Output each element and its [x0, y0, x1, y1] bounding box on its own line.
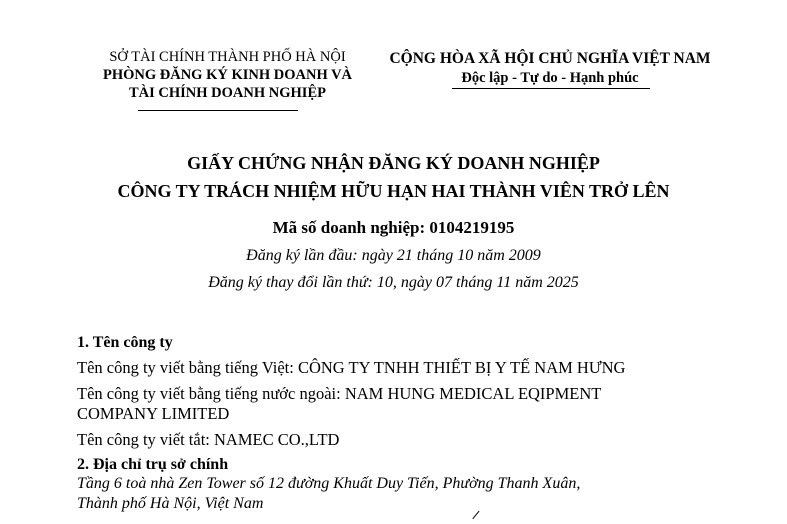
head-office-address — [77, 474, 717, 514]
company-name-foreign-line2: COMPANY LIMITED — [77, 404, 230, 423]
address-line1: Tầng 6 toà nhà Zen Tower số 12 đường Khuất Duy Tiến, Phường Thanh Xuân, — [77, 475, 581, 492]
national-header — [380, 49, 720, 87]
national-motto: Độc lập - Tự do - Hạnh phúc — [461, 70, 639, 86]
section-company-name-heading: 1. Tên công ty — [77, 334, 173, 351]
company-type: CÔNG TY TRÁCH NHIỆM HỮU HẠN HAI THÀNH VIÊN TRỞ LÊN — [117, 181, 670, 201]
motto-underline — [452, 88, 650, 89]
company-name-foreign — [77, 384, 717, 424]
section-address-heading: 2. Địa chỉ trụ sở chính — [77, 456, 229, 473]
country-name: CỘNG HÒA XÃ HỘI CHỦ NGHĨA VIỆT NAM — [389, 50, 711, 67]
authority-underline — [138, 110, 298, 111]
company-name-abbreviation: Tên công ty viết tắt: NAMEC CO.,LTD — [77, 430, 340, 449]
company-name-vietnamese: Tên công ty viết bằng tiếng Việt: CÔNG TY TNHH THIẾT BỊ Y TẾ NAM HƯNG — [77, 358, 626, 377]
authority-department: SỞ TÀI CHÍNH THÀNH PHỐ HÀ NỘI — [109, 49, 346, 65]
authority-office-line2: TÀI CHÍNH DOANH NGHIỆP — [129, 85, 326, 101]
address-line2: Thành phố Hà Nội, Việt Nam — [77, 495, 264, 512]
business-code: Mã số doanh nghiệp: 0104219195 — [272, 218, 515, 237]
company-name-foreign-line1: Tên công ty viết bằng tiếng nước ngoài: NAM HUNG MEDICAL EQIPMENT — [77, 384, 602, 403]
issuing-authority — [85, 48, 370, 102]
first-registration-date: Đăng ký lần đầu: ngày 21 tháng 10 năm 2009 — [246, 247, 541, 264]
change-registration-date: Đăng ký thay đổi lần thứ: 10, ngày 07 tháng 11 năm 2025 — [208, 274, 579, 291]
certificate-title: GIẤY CHỨNG NHẬN ĐĂNG KÝ DOANH NGHIỆP — [187, 153, 600, 173]
authority-office-line1: PHÒNG ĐĂNG KÝ KINH DOANH VÀ — [102, 67, 353, 83]
